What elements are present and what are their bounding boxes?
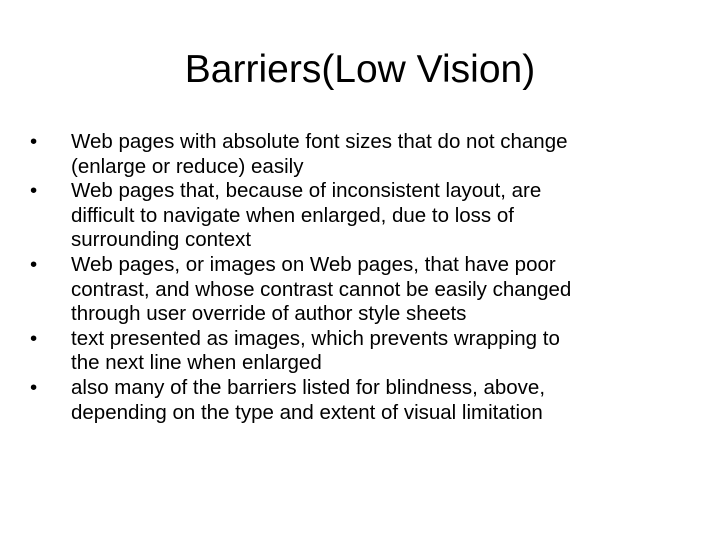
bullet-dot-icon: • — [30, 252, 38, 276]
bullet-text-line: Web pages that, because of inconsistent layout, are — [71, 179, 542, 203]
bullet-text-line: contrast, and whose contrast cannot be easily changed — [71, 277, 572, 301]
bullet-dot-icon: • — [30, 179, 38, 203]
bullet-dot-icon: • — [30, 375, 38, 399]
bullet-text-line: through user override of author style sheets — [71, 302, 467, 326]
bullet-text-line: difficult to navigate when enlarged, due to loss of — [71, 203, 514, 227]
bullet-item — [30, 179, 690, 253]
slide-title: Barriers(Low Vision) — [184, 48, 536, 91]
bullet-text-line: also many of the barriers listed for blindness, above, — [71, 375, 546, 399]
bullet-text-line: surrounding context — [71, 228, 252, 252]
bullet-text-line: (enlarge or reduce) easily — [71, 154, 304, 178]
bullet-text-line: Web pages with absolute font sizes that do not change — [71, 130, 568, 153]
bullet-item — [30, 376, 690, 425]
bullet-list — [30, 130, 690, 425]
bullet-text-line: text presented as images, which prevents wrapping to — [71, 326, 560, 350]
bullet-item — [30, 253, 690, 327]
bullet-item — [30, 130, 690, 179]
bullet-text-line: depending on the type and extent of visual limitation — [71, 400, 543, 424]
bullet-dot-icon: • — [30, 130, 38, 153]
bullet-text-line: the next line when enlarged — [71, 351, 322, 375]
bullet-dot-icon: • — [30, 326, 38, 350]
bullet-text-line: Web pages, or images on Web pages, that have poor — [71, 252, 556, 276]
bullet-item — [30, 327, 690, 376]
